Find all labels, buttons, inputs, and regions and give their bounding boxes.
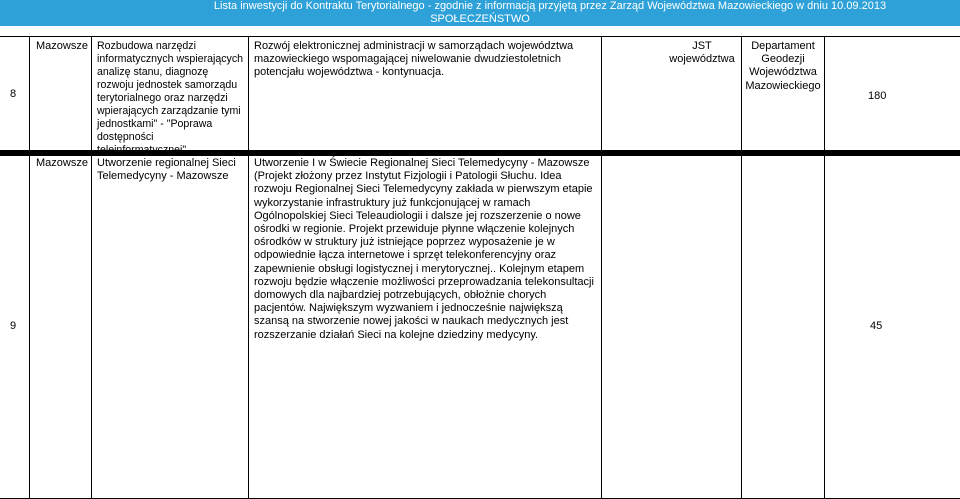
row-number: 9 (10, 320, 17, 332)
header-section: SPOŁECZEŃSTWO (430, 12, 530, 25)
row-value: 180 (868, 90, 887, 102)
row-owner: JST województwa (669, 40, 735, 66)
row-project-name: Rozbudowa narzędzi informatycznych wspierających analizę stanu, diagnozę rozwoju jednostek samorządu terytorialnego oraz narzędzi wpierających zarządzanie tymi jednostkami" - "Poprawa dostępności teleinformatycznej". (97, 40, 244, 156)
row-region: Mazowsze (36, 40, 88, 52)
header-title: Lista inwestycji do Kontraktu Terytorialnego - zgodnie z informacją przyjętą przez Zarząd Województwa Mazowieckiego w dniu 10.09.2013 (213, 0, 887, 12)
row-project-name: Utworzenie regionalnej Sieci Telemedycyny - Mazowsze (97, 157, 236, 183)
row-value: 45 (870, 320, 883, 332)
row-institution: Departament Geodezji Województwa Mazowieckiego (745, 40, 821, 92)
row-number: 8 (10, 88, 17, 100)
row-description: Rozwój elektronicznej administracji w samorządach województwa mazowieckiego wspomagającej niwelowanie dwudziestoletnich potencjału województwa - kontynuacja. (254, 40, 574, 79)
row-description: Utworzenie I w Świecie Regionalnej Sieci Telemedycyny - Mazowsze (Projekt złożony przez Instytut Fizjologii i Patologii Słuchu. Idea rozwoju Regionalnej Sieci Telemedycyny zakłada w pierwszym etapie wykorzystanie infrastruktury już funkcjonującej w ramach Ogólnopolskiej Sieci Teleaudiologii i dalsze jej rozszerzenie o nowe ośrodki w regionie. Projekt przewiduje płynne włączenie kolejnych ośrodków w struktury już istniejące poprzez wyposażenie je w odpowiednie łącza internetowe i sprzęt telekonferencyjny oraz zapewnienie obsługi logistycznej i merytorycznej.. Kolejnym etapem rozwoju będzie włączenie możliwości przeprowadzania telekonsultacji domowych dla najbardziej potrzebujących, obłożnie chorych pacjentów. Największym wyzwaniem i jednocześnie największą szansą na stworzenie nowej jakości w naukach medycznych jest rozszerzanie działań Sieci na kolejne dziedziny medycyny. (254, 157, 594, 341)
row-region: Mazowsze (36, 157, 88, 169)
